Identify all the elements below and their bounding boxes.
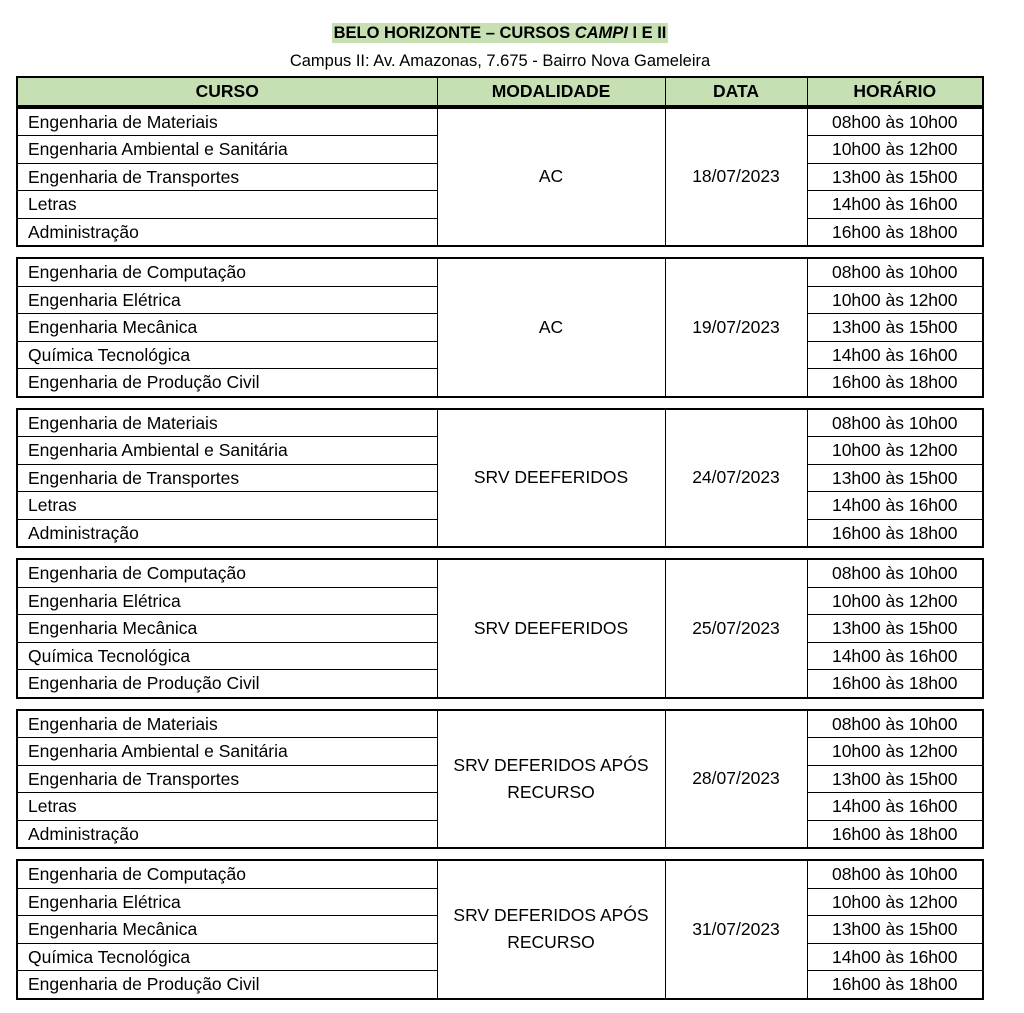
page-title bbox=[0, 22, 1000, 46]
col-header-curso: CURSO bbox=[17, 77, 437, 106]
horario-cell: 14h00 às 16h00 bbox=[807, 191, 983, 219]
page-subtitle: Campus II: Av. Amazonas, 7.675 - Bairro Nova Gameleira bbox=[289, 52, 711, 70]
curso-cell: Engenharia de Transportes bbox=[17, 464, 437, 492]
horario-cell: 14h00 às 16h00 bbox=[807, 492, 983, 520]
curso-cell: Engenharia de Computação bbox=[17, 559, 437, 587]
data-cell: 24/07/2023 bbox=[665, 409, 807, 548]
horario-cell: 08h00 às 10h00 bbox=[807, 258, 983, 286]
curso-cell: Engenharia de Transportes bbox=[17, 163, 437, 191]
curso-cell: Engenharia Ambiental e Sanitária bbox=[17, 437, 437, 465]
horario-cell: 14h00 às 16h00 bbox=[807, 943, 983, 971]
curso-cell: Química Tecnológica bbox=[17, 943, 437, 971]
curso-cell: Engenharia de Materiais bbox=[17, 108, 437, 136]
data-cell: 31/07/2023 bbox=[665, 860, 807, 999]
schedule-tables bbox=[16, 76, 982, 1000]
col-header-modalidade: MODALIDADE bbox=[437, 77, 665, 106]
horario-cell: 13h00 às 15h00 bbox=[807, 464, 983, 492]
curso-cell: Letras bbox=[17, 191, 437, 219]
title-main: BELO HORIZONTE – CURSOS bbox=[333, 24, 575, 42]
schedule-block bbox=[16, 709, 984, 850]
modalidade-cell: SRV DEFERIDOS APÓS RECURSO bbox=[437, 860, 665, 999]
header-row bbox=[17, 77, 983, 106]
horario-cell: 13h00 às 15h00 bbox=[807, 916, 983, 944]
data-cell: 28/07/2023 bbox=[665, 710, 807, 849]
modalidade-cell: AC bbox=[437, 108, 665, 247]
horario-cell: 16h00 às 18h00 bbox=[807, 971, 983, 999]
horario-cell: 10h00 às 12h00 bbox=[807, 738, 983, 766]
table-row bbox=[17, 258, 983, 286]
curso-cell: Engenharia Ambiental e Sanitária bbox=[17, 136, 437, 164]
header-table bbox=[16, 76, 984, 107]
horario-cell: 14h00 às 16h00 bbox=[807, 793, 983, 821]
modalidade-cell: AC bbox=[437, 258, 665, 397]
horario-cell: 10h00 às 12h00 bbox=[807, 437, 983, 465]
horario-cell: 08h00 às 10h00 bbox=[807, 108, 983, 136]
curso-cell: Engenharia Mecânica bbox=[17, 314, 437, 342]
horario-cell: 08h00 às 10h00 bbox=[807, 559, 983, 587]
curso-cell: Engenharia Elétrica bbox=[17, 587, 437, 615]
horario-cell: 08h00 às 10h00 bbox=[807, 710, 983, 738]
curso-cell: Engenharia de Produção Civil bbox=[17, 369, 437, 397]
curso-cell: Administração bbox=[17, 820, 437, 848]
horario-cell: 14h00 às 16h00 bbox=[807, 642, 983, 670]
table-row bbox=[17, 710, 983, 738]
data-cell: 19/07/2023 bbox=[665, 258, 807, 397]
curso-cell: Engenharia Mecânica bbox=[17, 615, 437, 643]
curso-cell: Engenharia de Produção Civil bbox=[17, 971, 437, 999]
title-highlight bbox=[332, 23, 669, 43]
horario-cell: 10h00 às 12h00 bbox=[807, 587, 983, 615]
col-header-data: DATA bbox=[665, 77, 807, 106]
schedule-block bbox=[16, 558, 984, 699]
horario-cell: 14h00 às 16h00 bbox=[807, 341, 983, 369]
curso-cell: Letras bbox=[17, 793, 437, 821]
horario-cell: 16h00 às 18h00 bbox=[807, 670, 983, 698]
curso-cell: Engenharia Elétrica bbox=[17, 888, 437, 916]
modalidade-cell: SRV DEEFERIDOS bbox=[437, 409, 665, 548]
curso-cell: Engenharia de Transportes bbox=[17, 765, 437, 793]
curso-cell: Engenharia de Computação bbox=[17, 258, 437, 286]
curso-cell: Engenharia Elétrica bbox=[17, 286, 437, 314]
schedule-block bbox=[16, 408, 984, 549]
modalidade-cell: SRV DEFERIDOS APÓS RECURSO bbox=[437, 710, 665, 849]
horario-cell: 16h00 às 18h00 bbox=[807, 820, 983, 848]
horario-cell: 13h00 às 15h00 bbox=[807, 163, 983, 191]
table-row bbox=[17, 860, 983, 888]
data-cell: 18/07/2023 bbox=[665, 108, 807, 247]
horario-cell: 10h00 às 12h00 bbox=[807, 286, 983, 314]
curso-cell: Engenharia de Materiais bbox=[17, 710, 437, 738]
horario-cell: 16h00 às 18h00 bbox=[807, 218, 983, 246]
curso-cell: Química Tecnológica bbox=[17, 642, 437, 670]
curso-cell: Administração bbox=[17, 519, 437, 547]
curso-cell: Engenharia Mecânica bbox=[17, 916, 437, 944]
curso-cell: Engenharia de Produção Civil bbox=[17, 670, 437, 698]
horario-cell: 10h00 às 12h00 bbox=[807, 888, 983, 916]
curso-cell: Química Tecnológica bbox=[17, 341, 437, 369]
horario-cell: 08h00 às 10h00 bbox=[807, 860, 983, 888]
curso-cell: Administração bbox=[17, 218, 437, 246]
col-header-horario: HORÁRIO bbox=[807, 77, 983, 106]
title-italic: CAMPI bbox=[574, 24, 628, 42]
schedule-block bbox=[16, 257, 984, 398]
curso-cell: Engenharia de Computação bbox=[17, 860, 437, 888]
title-end: I E II bbox=[627, 24, 667, 42]
data-cell: 25/07/2023 bbox=[665, 559, 807, 698]
curso-cell: Engenharia Ambiental e Sanitária bbox=[17, 738, 437, 766]
horario-cell: 16h00 às 18h00 bbox=[807, 369, 983, 397]
horario-cell: 13h00 às 15h00 bbox=[807, 314, 983, 342]
table-row bbox=[17, 108, 983, 136]
schedule-block bbox=[16, 107, 984, 248]
curso-cell: Letras bbox=[17, 492, 437, 520]
modalidade-cell: SRV DEEFERIDOS bbox=[437, 559, 665, 698]
curso-cell: Engenharia de Materiais bbox=[17, 409, 437, 437]
schedule-block bbox=[16, 859, 984, 1000]
table-row bbox=[17, 409, 983, 437]
horario-cell: 13h00 às 15h00 bbox=[807, 615, 983, 643]
horario-cell: 13h00 às 15h00 bbox=[807, 765, 983, 793]
horario-cell: 08h00 às 10h00 bbox=[807, 409, 983, 437]
schedule-blocks bbox=[16, 107, 982, 1000]
horario-cell: 16h00 às 18h00 bbox=[807, 519, 983, 547]
table-row bbox=[17, 559, 983, 587]
horario-cell: 10h00 às 12h00 bbox=[807, 136, 983, 164]
